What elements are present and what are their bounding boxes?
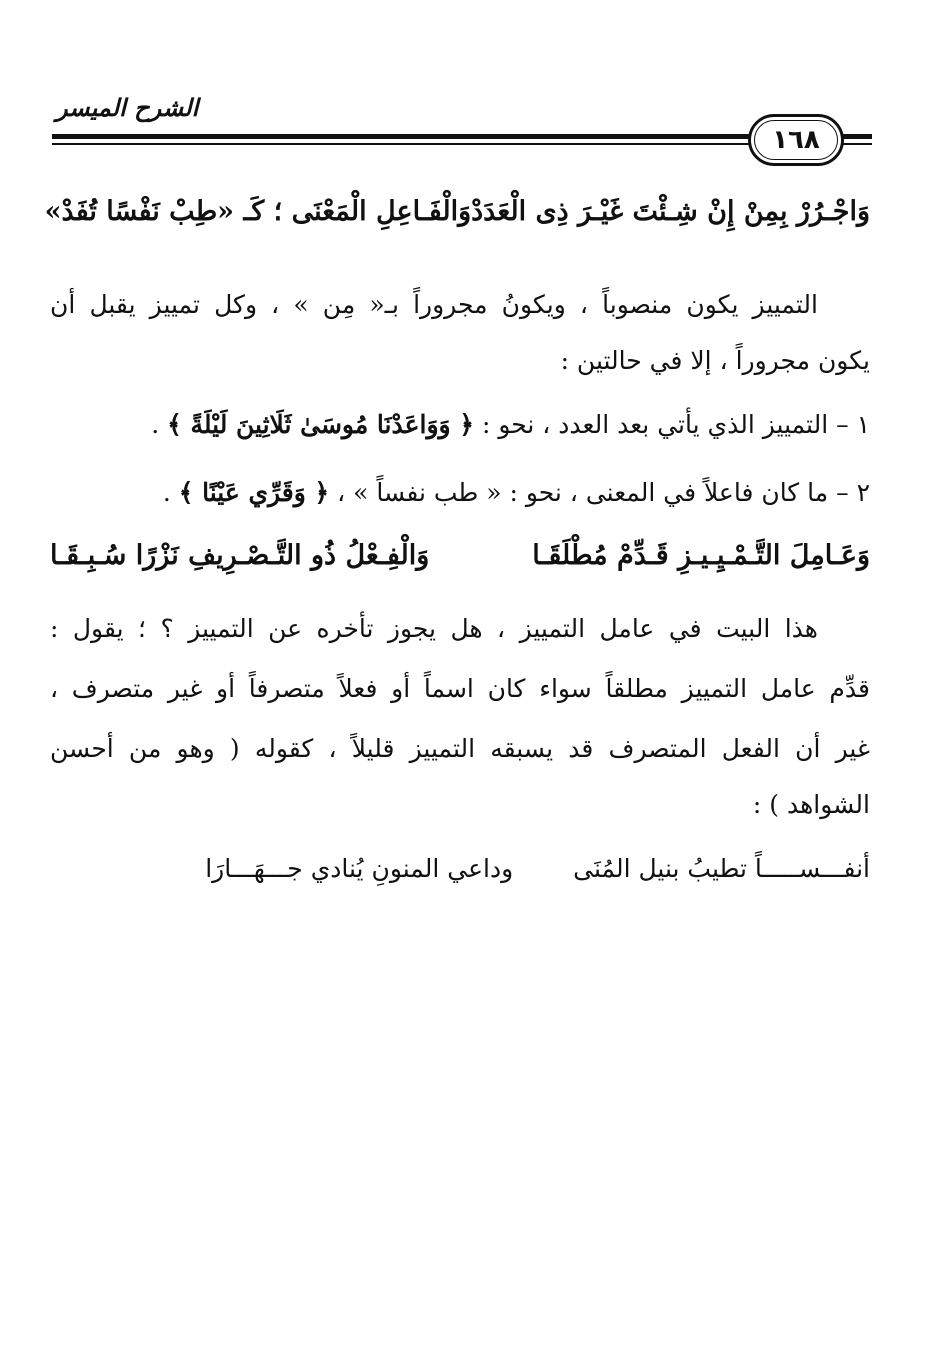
poem-right-hemistich: أنفـــســـــاً تطيبُ بنيل المُنَى: [573, 854, 870, 883]
para-2-line-3: غير أن الفعل المتصرف قد يسبقه التمييز قليلاً ، كقوله ( وهو من أحسن: [50, 734, 870, 763]
list-item-1: [50, 410, 870, 440]
verse-1: [44, 196, 870, 228]
list-item-1-quran-quote: ﴿ وَوَاعَدْنَا مُوسَىٰ ثَلَاثِينَ لَيْلَةً ﴾: [167, 410, 474, 439]
poem-left-hemistich: وداعي المنونِ يُنادي جـــهَـــارَا: [205, 854, 514, 883]
header-rule-thick: [52, 134, 752, 139]
verse-2-left-hemistich: وَالْفِـعْلُ ذُو التَّـصْـرِيفِ نَزْرًا سُـبِـقَـا: [50, 540, 430, 571]
list-item-1-prefix: ١ – التمييز الذي يأتي بعد العدد ، نحو :: [481, 410, 870, 439]
verse-2-right-hemistich: وَعَـامِلَ التَّـمْـيِـيـزِ قَـدِّمْ مُطْلَقَـا: [532, 540, 870, 571]
para-2-line-2: قدِّم عامل التمييز مطلقاً سواء كان اسماً أو فعلاً متصرفاً أو غير متصرف ،: [50, 674, 870, 703]
list-item-2-prefix: ٢ – ما كان فاعلاً في المعنى ، نحو : « طب نفساً » ،: [337, 478, 870, 507]
header-rule-right-thin: [840, 143, 872, 145]
verse-2: [50, 540, 870, 572]
para-1-line-1: التمييز يكون منصوباً ، ويكونُ مجروراً بـ« مِن » ، وكل تمييز يقبل أن: [50, 290, 818, 319]
list-item-2: [50, 478, 870, 508]
poem-line: [50, 854, 870, 884]
para-2-line-4: الشواهد ) :: [752, 790, 870, 819]
list-item-2-suffix: .: [162, 478, 171, 507]
running-title: الشرح الميسر: [56, 94, 199, 122]
para-1-line-2: يكون مجروراً ، إلا في حالتين :: [560, 346, 870, 375]
list-item-1-suffix: .: [151, 410, 160, 439]
page-number: ١٦٨: [772, 125, 820, 155]
header-rule-right-thick: [840, 134, 872, 139]
verse-1-right-hemistich: وَاجْـرُرْ بِمِنْ إِنْ شِـئْتَ غَيْـرَ ذِى الْعَدَدْ: [471, 196, 870, 227]
list-item-2-quran-quote: ﴿ وَقَرِّي عَيْنًا ﴾: [178, 478, 330, 507]
verse-1-left-hemistich: وَالْفَـاعِلِ الْمَعْنَى ؛ كَـ «طِبْ نَفْسًا تُفَدْ»: [44, 196, 472, 227]
para-2-line-1: هذا البيت في عامل التمييز ، هل يجوز تأخره عن التمييز ؟ ؛ يقول :: [50, 614, 818, 643]
page-number-frame: [748, 114, 844, 166]
header-rule-thin: [52, 143, 752, 145]
